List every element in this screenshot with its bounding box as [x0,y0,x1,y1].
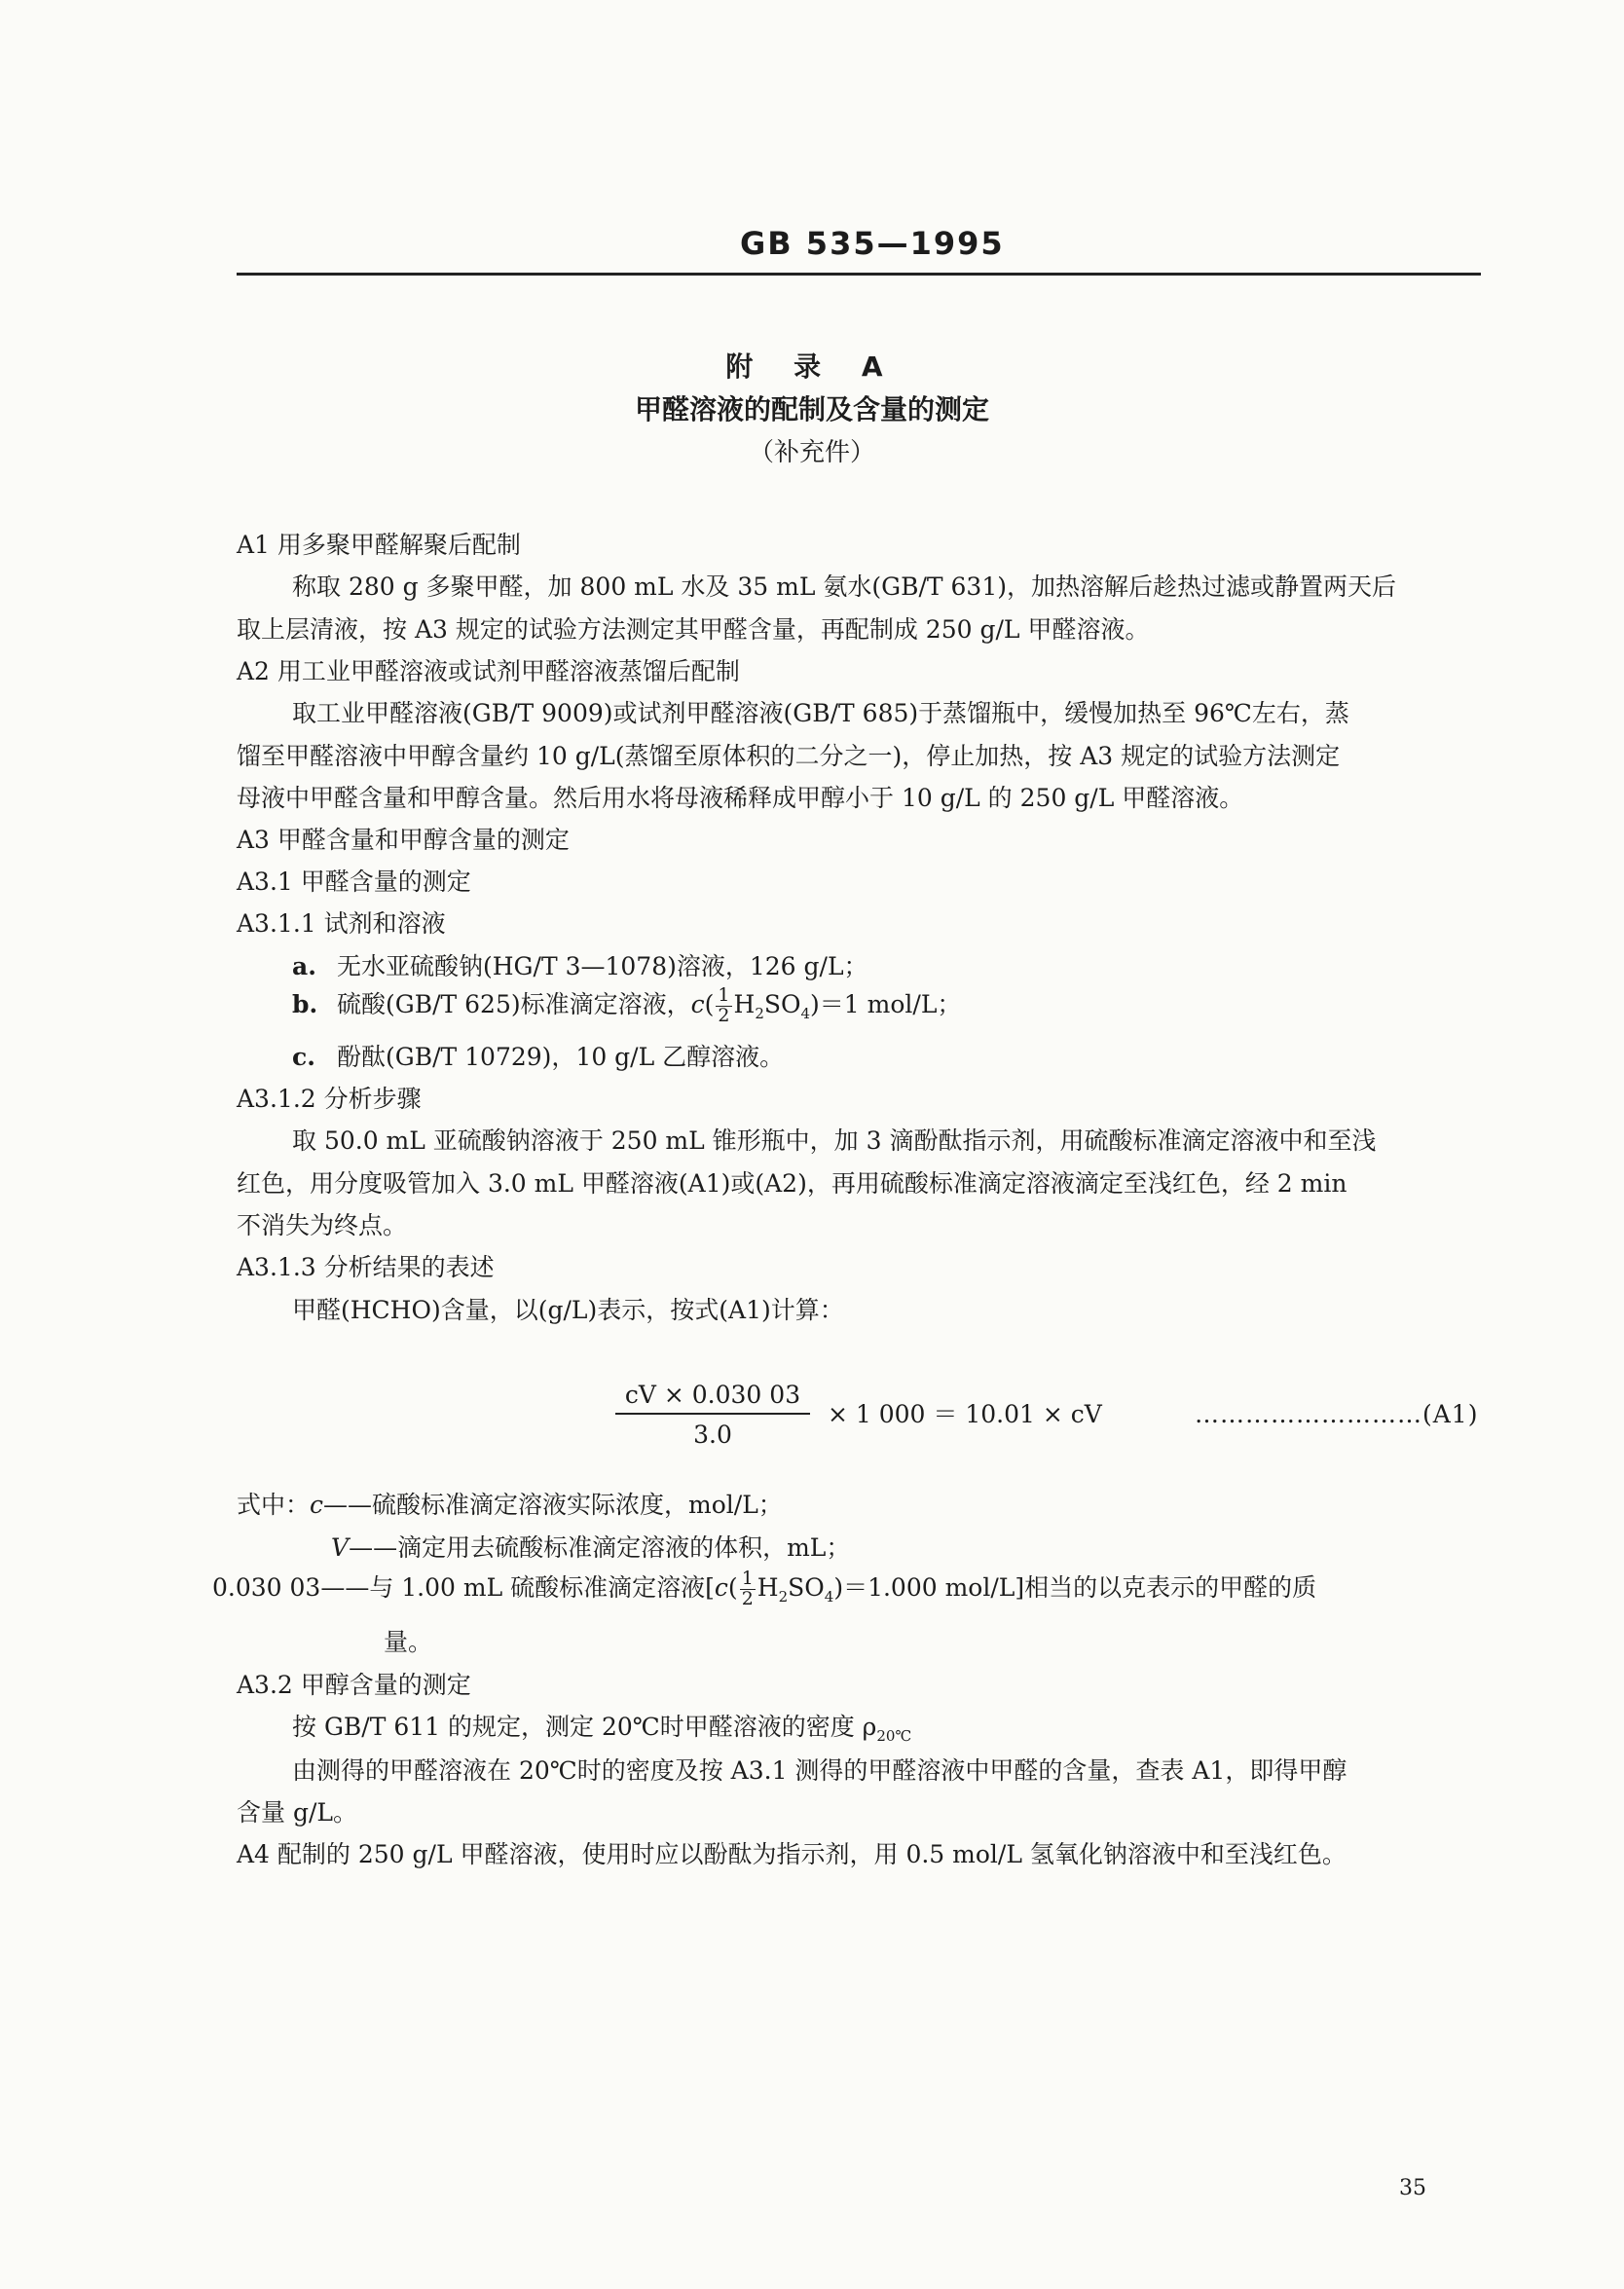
section-a32-text-line [292,1715,911,1744]
where-text: ——硫酸标准滴定溶液实际浓度，mol/L； [323,1491,783,1519]
formula-so: SO [788,1572,825,1602]
fraction-denominator: 2 [741,1587,754,1609]
half-fraction [716,986,731,1026]
section-a32-heading: A3.2 甲醇含量的测定 [237,1671,471,1699]
formula-denominator: 3.0 [693,1421,732,1449]
item-text: 硫酸(GB/T 625)标准滴定溶液， [337,989,691,1018]
reagent-item-b [292,986,961,1026]
section-a31-heading: A3.1 甲醛含量的测定 [237,868,471,896]
where-text: 0.030 03——与 1.00 mL 硫酸标准滴定溶液[ [212,1572,715,1602]
formula-a1-number: ………………………(A1) [1195,1400,1479,1428]
fraction-numerator: 1 [741,1568,754,1589]
section-a32-text: 按 GB/T 611 的规定，测定 20℃时甲醛溶液的密度 ρ [292,1713,877,1741]
paren: ( [704,989,715,1018]
reagent-item-a [292,954,868,978]
header-rule [237,273,1481,276]
item-label: a. [292,952,316,980]
concentration-symbol: c [690,989,705,1018]
where-line-constant [212,1569,1316,1609]
section-a2-text-line: 母液中甲醛含量和甲醇含量。然后用水将母液稀释成甲醇小于 10 g/L 的 250 g/L 甲醛溶液。 [237,784,1244,812]
section-a2-heading: A2 用工业甲醛溶液或试剂甲醛溶液蒸馏后配制 [237,657,740,685]
concentration-symbol: c [714,1572,728,1602]
section-a1-text-line: 取上层清液，按 A3 规定的试验方法测定其甲醛含量，再配制成 250 g/L 甲醛溶液。 [237,615,1150,644]
section-a4-text: A4 配制的 250 g/L 甲醛溶液，使用时应以酚酞为指示剂，用 0.5 mol/L 氢氧化钠溶液中和至浅红色。 [237,1840,1347,1868]
formula-a1-rest: × 1 000 ＝ 10.01 × cV [828,1400,1102,1428]
where-text: )＝1.000 mol/L]相当的以克表示的甲醛的质 [833,1572,1317,1602]
where-line-v [331,1535,850,1560]
half-fraction [740,1569,756,1609]
where-text: ——滴定用去硫酸标准滴定溶液的体积，mL； [349,1533,851,1562]
section-a313-heading: A3.1.3 分析结果的表述 [237,1253,495,1281]
section-a1-heading: A1 用多聚甲醛解聚后配制 [237,531,521,559]
subscript: 2 [755,1004,764,1022]
item-text: 酚酞(GB/T 10729)，10 g/L 乙醇溶液。 [337,1043,785,1071]
subscript: 2 [778,1587,789,1606]
formula-h: H [733,989,756,1018]
item-text: 无水亚硫酸钠(HG/T 3—1078)溶液，126 g/L； [337,952,868,980]
where-symbol: c [310,1491,324,1519]
section-a2-text-line: 取工业甲醛溶液(GB/T 9009)或试剂甲醛溶液(GB/T 685)于蒸馏瓶中，缓慢加热至 96℃左右，蒸 [292,699,1349,727]
where-line-constant-cont: 量。 [384,1628,433,1656]
where-symbol: V [331,1533,350,1562]
where-line-c [237,1493,783,1517]
fraction-denominator: 2 [718,1004,730,1026]
formula-h: H [757,1572,779,1602]
item-label: b. [292,989,318,1018]
appendix-title: 甲醛溶液的配制及含量的测定 [634,393,989,425]
where-prefix: 式中： [237,1491,311,1519]
section-a312-heading: A3.1.2 分析步骤 [237,1085,422,1113]
appendix-label: 附 录 A [725,351,899,383]
fraction-numerator: 1 [718,984,730,1006]
formula-so: SO [763,989,801,1018]
subscript: 4 [824,1587,834,1606]
section-a32-text-line: 含量 g/L。 [237,1798,357,1827]
formula-a1-fraction [615,1381,810,1449]
paren: ( [727,1572,738,1602]
section-a313-text: 甲醛(HCHO)含量，以(g/L)表示，按式(A1)计算： [292,1296,844,1324]
section-a32-text-line: 由测得的甲醛溶液在 20℃时的密度及按 A3.1 测得的甲醛溶液中甲醛的含量，查表 A1，即得甲醇 [292,1756,1347,1785]
section-a311-heading: A3.1.1 试剂和溶液 [237,909,446,938]
section-a312-text-line: 红色，用分度吸管加入 3.0 mL 甲醛溶液(A1)或(A2)，再用硫酸标准滴定溶液滴定至浅红色，经 2 min [237,1169,1347,1198]
formula-numerator: cV × 0.030 03 [615,1381,810,1415]
appendix-subtitle: （补充件） [748,438,875,467]
section-a312-text-line: 不消失为终点。 [237,1211,408,1239]
page-number: 35 [1399,2176,1426,2200]
reagent-item-c [292,1045,784,1069]
subscript: 4 [800,1004,811,1022]
section-a312-text-line: 取 50.0 mL 亚硫酸钠溶液于 250 mL 锥形瓶中，加 3 滴酚酞指示剂，用硫酸标准滴定溶液中和至浅 [292,1126,1377,1155]
standard-code: GB 535—1995 [740,225,1005,262]
density-subscript: 20℃ [876,1727,912,1745]
item-text-suffix: )＝1 mol/L； [810,989,962,1018]
section-a2-text-line: 馏至甲醛溶液中甲醇含量约 10 g/L(蒸馏至原体积的二分之一)，停止加热，按 A3 规定的试验方法测定 [237,742,1341,770]
item-label: c. [292,1043,315,1071]
section-a1-text-line: 称取 280 g 多聚甲醛，加 800 mL 水及 35 mL 氨水(GB/T 631)，加热溶解后趁热过滤或静置两天后 [292,572,1396,601]
section-a3-heading: A3 甲醛含量和甲醇含量的测定 [237,826,570,854]
